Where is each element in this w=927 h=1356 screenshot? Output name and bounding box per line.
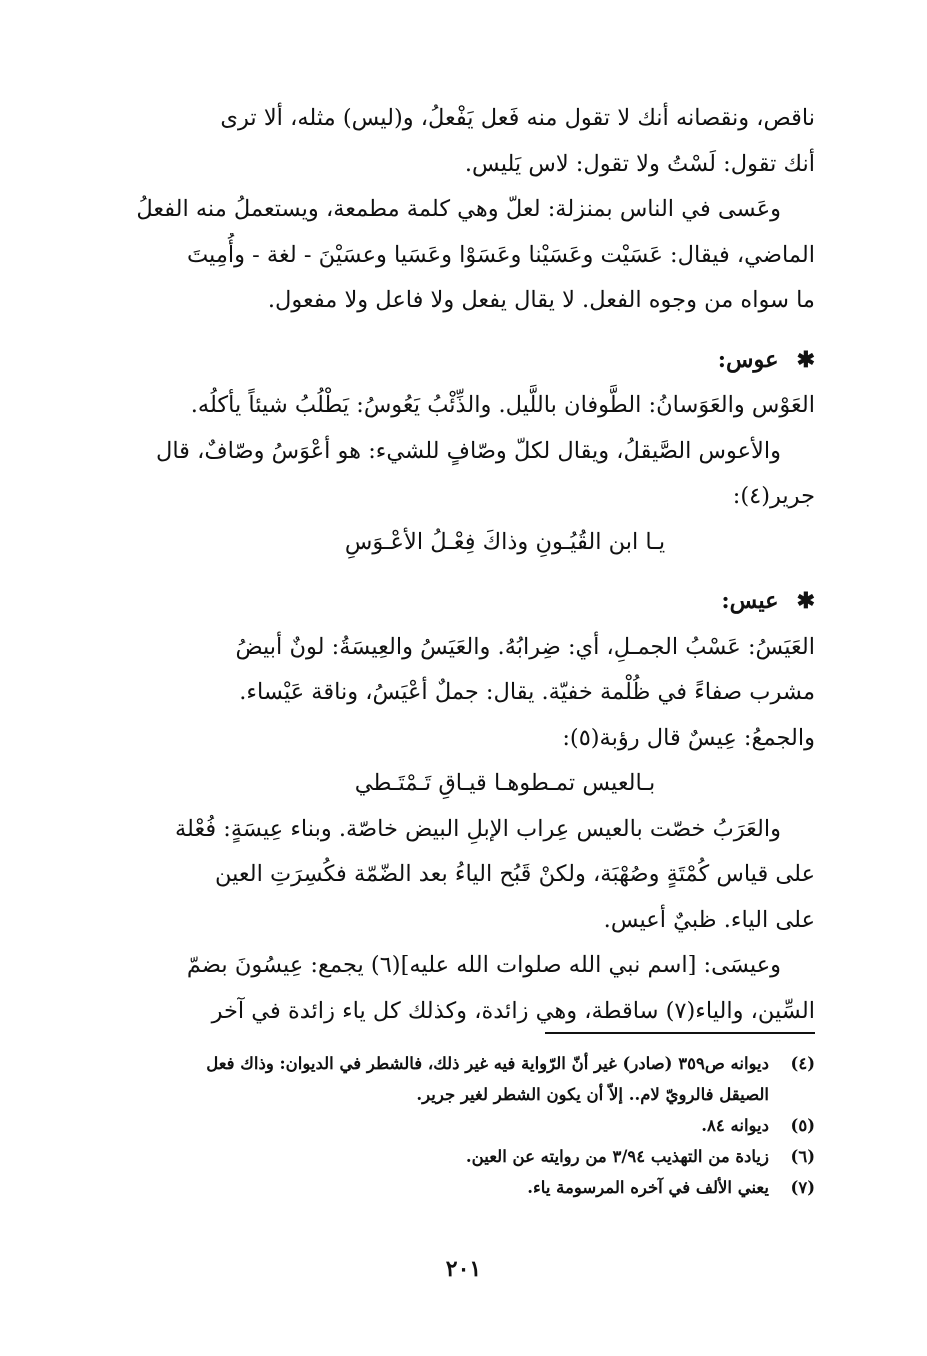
text-line: جرير(٤):	[732, 483, 815, 509]
footnote-text	[115, 1141, 769, 1172]
footnote-number: (٧)	[790, 1178, 815, 1197]
text-line: والأعوس الصَّيقلُ، ويقال لكلّ وصّافٍ للشيء: هو أعْوَسُ وصّافٌ، قال	[155, 437, 781, 464]
text-line: السِّين، والياء(٧) ساقطة، وهي زائدة، وكذلك كل ياء زائدة في آخر	[211, 997, 815, 1024]
footnote-line: الصيقل فالرويّ لام.. إلاّ أن يكون الشطر لغير جرير.	[416, 1085, 769, 1104]
poetry-verse: بـالعيس تمـطوهـا قيـاقِ تَـمْتَـطي	[354, 770, 656, 796]
text-line: ما سواه من وجوه الفعل. لا يقال يفعل ولا فاعل ولا مفعول.	[267, 287, 815, 313]
text-line: والعَرَبُ خصّت بالعيس عِراب الإبلِ البيض خاصّة. وبناء عِيسَةٍ: فُعْلة	[174, 815, 781, 842]
entry-heading-aws	[115, 338, 815, 384]
text-line: العَوْس والعَوَسانُ: الطَّوفان باللَّيل. والذِّئْبُ يَعُوسُ: يَطْلُبُ شيئاً يأكلُه.	[190, 392, 815, 418]
footnote-line: ديوانه ٨٤.	[701, 1116, 769, 1135]
entry-heading-label: عيس:	[721, 588, 779, 614]
text-line: الماضي، فيقال: عَسَيْت وعَسَيْنا وعَسَوْا وعَسَيا وعسَيْنَ - لغة - وأُمِيتَ	[186, 241, 815, 268]
footnote-divider	[545, 1032, 815, 1034]
footnote-line: يعني الألف في آخره المرسومة ياء.	[527, 1178, 769, 1197]
footnote-number: (٤)	[790, 1054, 815, 1073]
asterisk-icon: ✱	[796, 346, 815, 373]
footnote	[115, 1110, 815, 1141]
footnote-number: (٦)	[790, 1147, 815, 1166]
footnote-text	[115, 1110, 769, 1141]
footnotes	[115, 1048, 815, 1203]
footnote-number: (٥)	[790, 1116, 815, 1135]
footnote	[115, 1172, 815, 1203]
text-line: والجمعُ: عِيسٌ قال رؤبة(٥):	[562, 724, 815, 751]
footnote	[115, 1048, 815, 1110]
text-line: على الياء. ظبيٌ أعيس.	[603, 906, 815, 933]
entry-heading-label: عوس:	[717, 346, 779, 373]
text-line: أنك تقول: لَسْتُ ولا تقول: لاس يَليس.	[464, 150, 815, 177]
entry-heading-ays	[115, 579, 815, 625]
text-line: وعيسَى: [اسم نبي الله صلوات الله عليه](٦) يجمع: عِيسُونَ بضمّ	[186, 952, 781, 978]
footnote-text	[115, 1048, 769, 1110]
text-line: مشرب صفاءً في ظُلْمة خفيّة. يقال: جملٌ أعْيَسُ، وناقة عَيْساء.	[239, 679, 815, 705]
text-line: على قياس كُمْتَةٍ وصُهْبَة، ولكنْ قَبُح الياءُ بعد الضّمّة فكُسِرَتِ العين	[214, 861, 815, 887]
footnote-text	[115, 1172, 769, 1203]
footnote	[115, 1141, 815, 1172]
main-text	[115, 96, 815, 1034]
footnote-line: ديوانه ص٣٥٩ (صادر) غير أنّ الرّواية فيه غير ذلك، فالشطر في الديوان: وذاك فعل	[206, 1054, 769, 1073]
text-line: العَيَسُ: عَسْبُ الجمـلِ، أي: ضِرابُهُ. والعَيَسُ والعِيسَةُ: لونٌ أبيضُ	[235, 633, 815, 660]
footnote-line: زيادة من التهذيب ٣/٩٤ من روايته عن العين.	[465, 1147, 769, 1166]
page-number: ٢٠١	[445, 1256, 482, 1282]
asterisk-icon: ✱	[796, 588, 815, 614]
poetry-verse: يـا ابن القُيُـونِ وذاكَ فِعْـلُ الأعْـوَسِ	[344, 528, 666, 555]
text-line: وعَسى في الناس بمنزلة: لعلّ وهي كلمة مطمعة، ويستعملُ منه الفعلُ	[136, 196, 781, 222]
text-line: ناقص، ونقصانه أنك لا تقول منه فَعل يَفْعلُ، و(ليس) مثله، ألا ترى	[220, 105, 815, 131]
